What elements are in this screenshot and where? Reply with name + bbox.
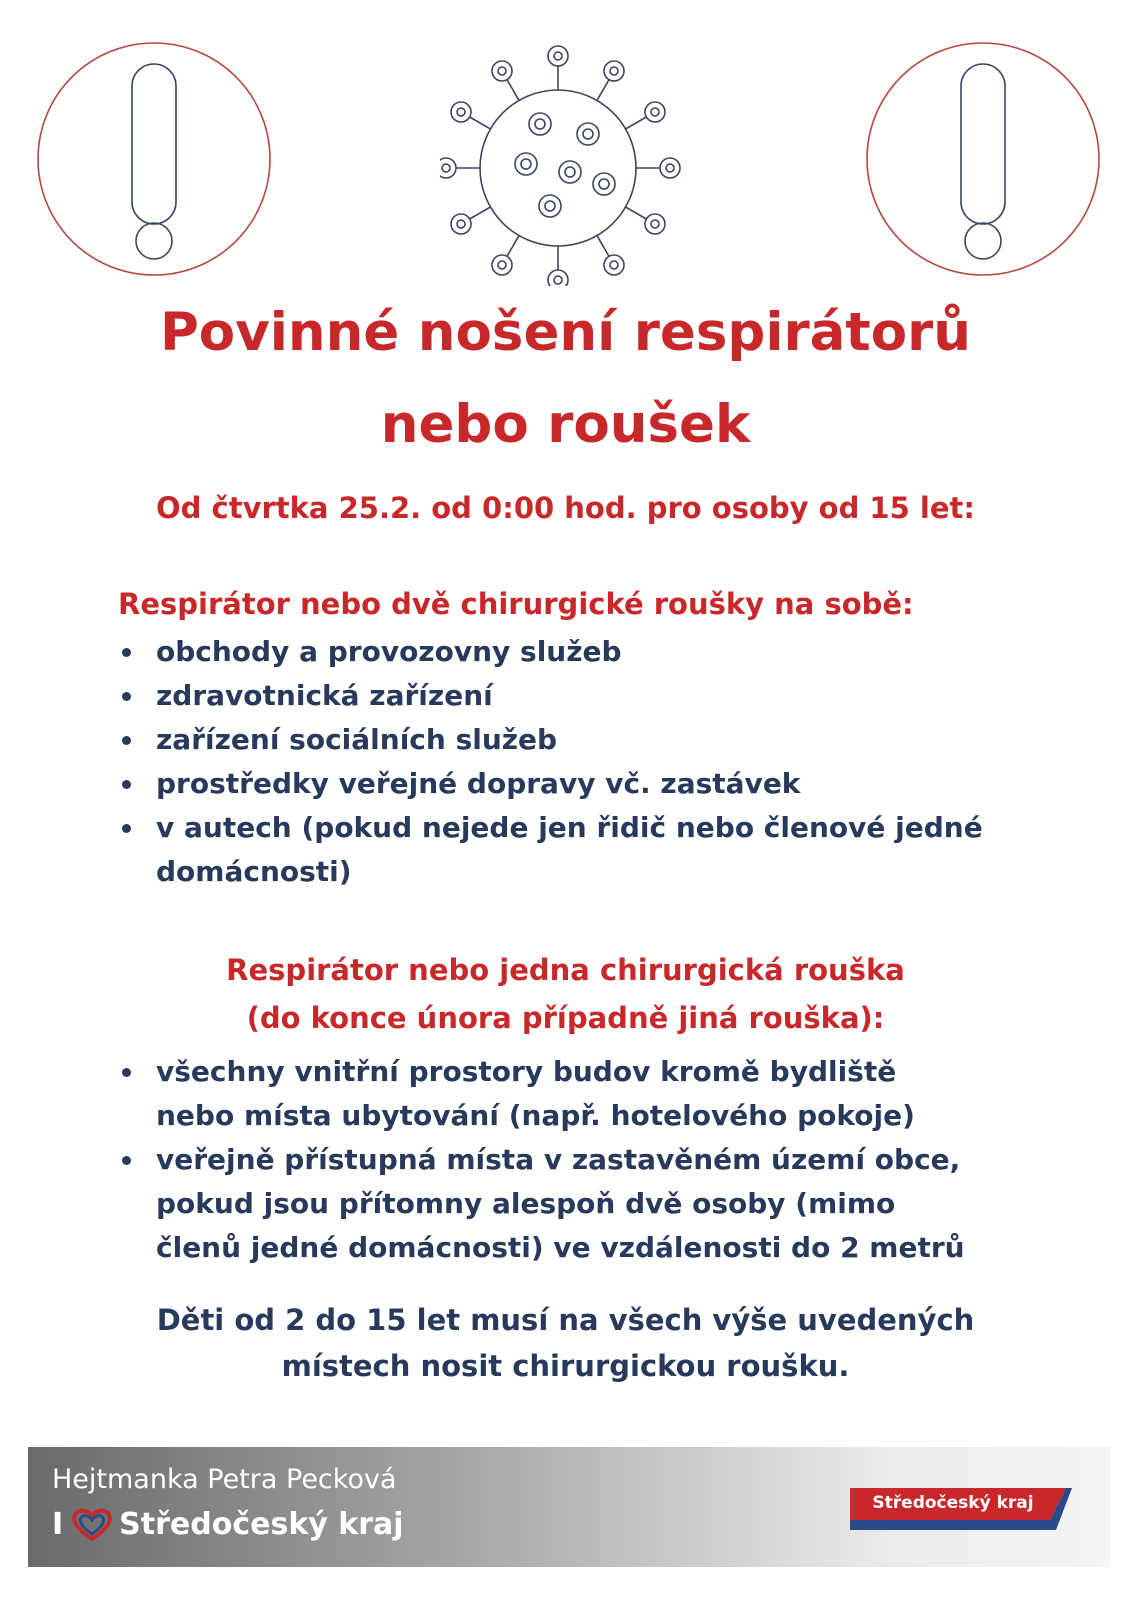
list-item: zdravotnická zařízení	[120, 674, 983, 718]
section1-heading: Respirátor nebo dvě chirurgické roušky na sobě:	[118, 587, 914, 621]
section1-list	[120, 630, 983, 894]
list-item: prostředky veřejné dopravy vč. zastávek	[120, 762, 983, 806]
children-note-line-1: Děti od 2 do 15 let musí na všech výše uvedených	[156, 1303, 975, 1337]
list-item: zařízení sociálních služeb	[120, 718, 983, 762]
section2-heading-line-2: (do konce února případně jiná rouška):	[246, 1001, 885, 1035]
heart-icon	[71, 1508, 113, 1542]
list-item: v autech (pokud nejede jen řidič nebo členové jedné	[120, 806, 983, 850]
page-title-line-1: Povinné nošení respirátorů	[159, 302, 972, 363]
list-item-continuation: domácnosti)	[156, 855, 352, 888]
section2-list	[120, 1050, 965, 1270]
footer-region-name: Středočeský kraj	[119, 1507, 404, 1542]
exclamation-circle-icon	[36, 41, 272, 277]
list-item: všechny vnitřní prostory budov kromě bydliště	[120, 1050, 965, 1094]
footer-governor-name: Hejtmanka Petra Pecková	[52, 1464, 397, 1495]
virus-icon	[440, 36, 690, 286]
footer-slogan	[52, 1505, 404, 1545]
section2-heading-line-1: Respirátor nebo jedna chirurgická rouška	[226, 953, 905, 987]
intro-date-line: Od čtvrtka 25.2. od 0:00 hod. pro osoby od 15 let:	[156, 491, 975, 525]
list-item-continuation: nebo místa ubytování (např. hotelového pokoje)	[156, 1099, 915, 1132]
list-item: obchody a provozovny služeb	[120, 630, 983, 674]
page-title-line-2: nebo roušek	[380, 394, 751, 455]
region-logo-text: Středočeský kraj	[872, 1493, 1034, 1513]
children-note-line-2: místech nosit chirurgickou roušku.	[281, 1349, 850, 1383]
list-item-continuation: členů jedné domácnosti) ve vzdálenosti do 2 metrů	[156, 1231, 965, 1264]
region-logo-badge	[850, 1486, 1086, 1532]
list-item-continuation: pokud jsou přítomny alespoň dvě osoby (mimo	[156, 1187, 896, 1220]
exclamation-circle-icon	[865, 41, 1101, 277]
list-item: veřejně přístupná místa v zastavěném území obce,	[120, 1138, 965, 1182]
footer-slogan-prefix: I	[52, 1507, 64, 1542]
